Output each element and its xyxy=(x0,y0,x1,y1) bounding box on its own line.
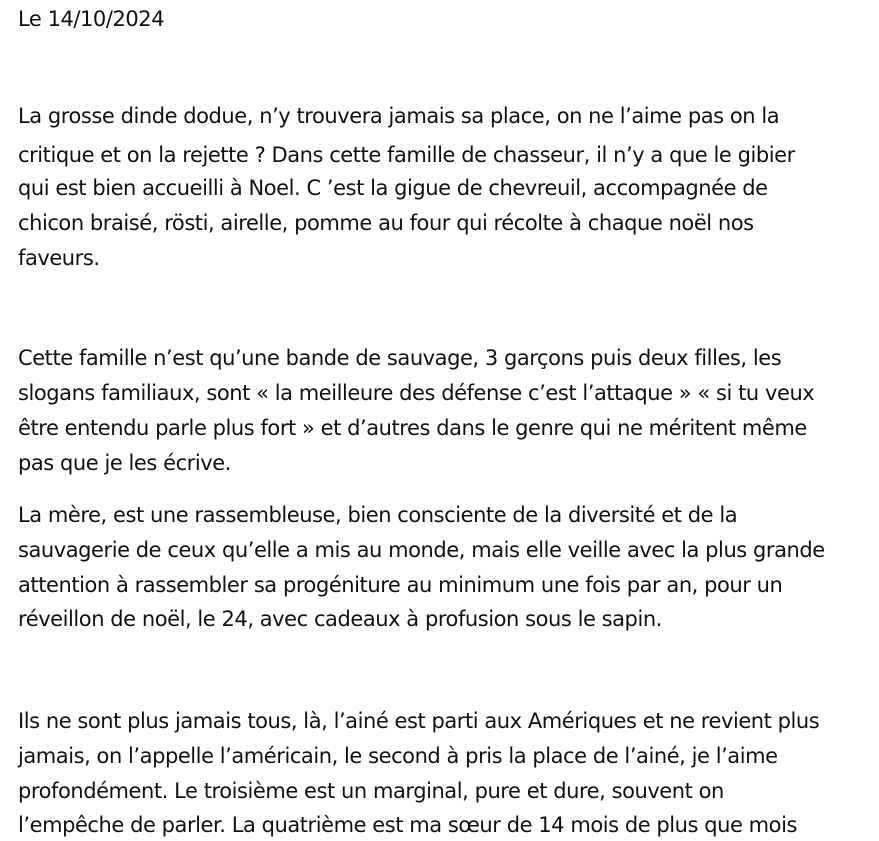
paragraph-2-line-4: pas que je les écrive. xyxy=(18,451,231,475)
paragraph-3-line-1: La mère, est une rassembleuse, bien consciente de la diversité et de la xyxy=(18,503,738,527)
paragraph-3-line-4: réveillon de noël, le 24, avec cadeaux à profusion sous le sapin. xyxy=(18,607,662,631)
paragraph-2-line-1: Cette famille n’est qu’une bande de sauvage, 3 garçons puis deux filles, les xyxy=(18,346,782,370)
paragraph-1-line-3: qui est bien accueilli à Noel. C ’est la gigue de chevreuil, accompagnée de xyxy=(18,176,768,200)
document-date: Le 14/10/2024 xyxy=(18,7,165,31)
paragraph-2-line-2: slogans familiaux, sont « la meilleure des défense c’est l’attaque » « si tu veux xyxy=(18,381,815,405)
paragraph-4-line-3: profondément. Le troisième est un marginal, pure et dure, souvent on xyxy=(18,779,724,803)
paragraph-3-line-2: sauvagerie de ceux qu’elle a mis au monde, mais elle veille avec la plus grande xyxy=(18,538,825,562)
paragraph-1-line-5: faveurs. xyxy=(18,246,100,270)
paragraph-3-line-3: attention à rassembler sa progéniture au minimum une fois par an, pour un xyxy=(18,573,783,597)
paragraph-4-line-2: jamais, on l’appelle l’américain, le second à pris la place de l’ainé, je l’aime xyxy=(18,744,778,768)
paragraph-2-line-3: être entendu parle plus fort » et d’autres dans le genre qui ne méritent même xyxy=(18,416,807,440)
paragraph-1-line-2: critique et on la rejette ? Dans cette famille de chasseur, il n’y a que le gibier xyxy=(18,143,795,167)
paragraph-4-line-1: Ils ne sont plus jamais tous, là, l’ainé est parti aux Amériques et ne revient plus xyxy=(18,709,820,733)
paragraph-1-line-4: chicon braisé, rösti, airelle, pomme au four qui récolte à chaque noël nos xyxy=(18,211,754,235)
paragraph-4-line-4: l’empêche de parler. La quatrième est ma sœur de 14 mois de plus que mois xyxy=(18,813,797,837)
paragraph-1-line-1: La grosse dinde dodue, n’y trouvera jamais sa place, on ne l’aime pas on la xyxy=(18,104,780,128)
